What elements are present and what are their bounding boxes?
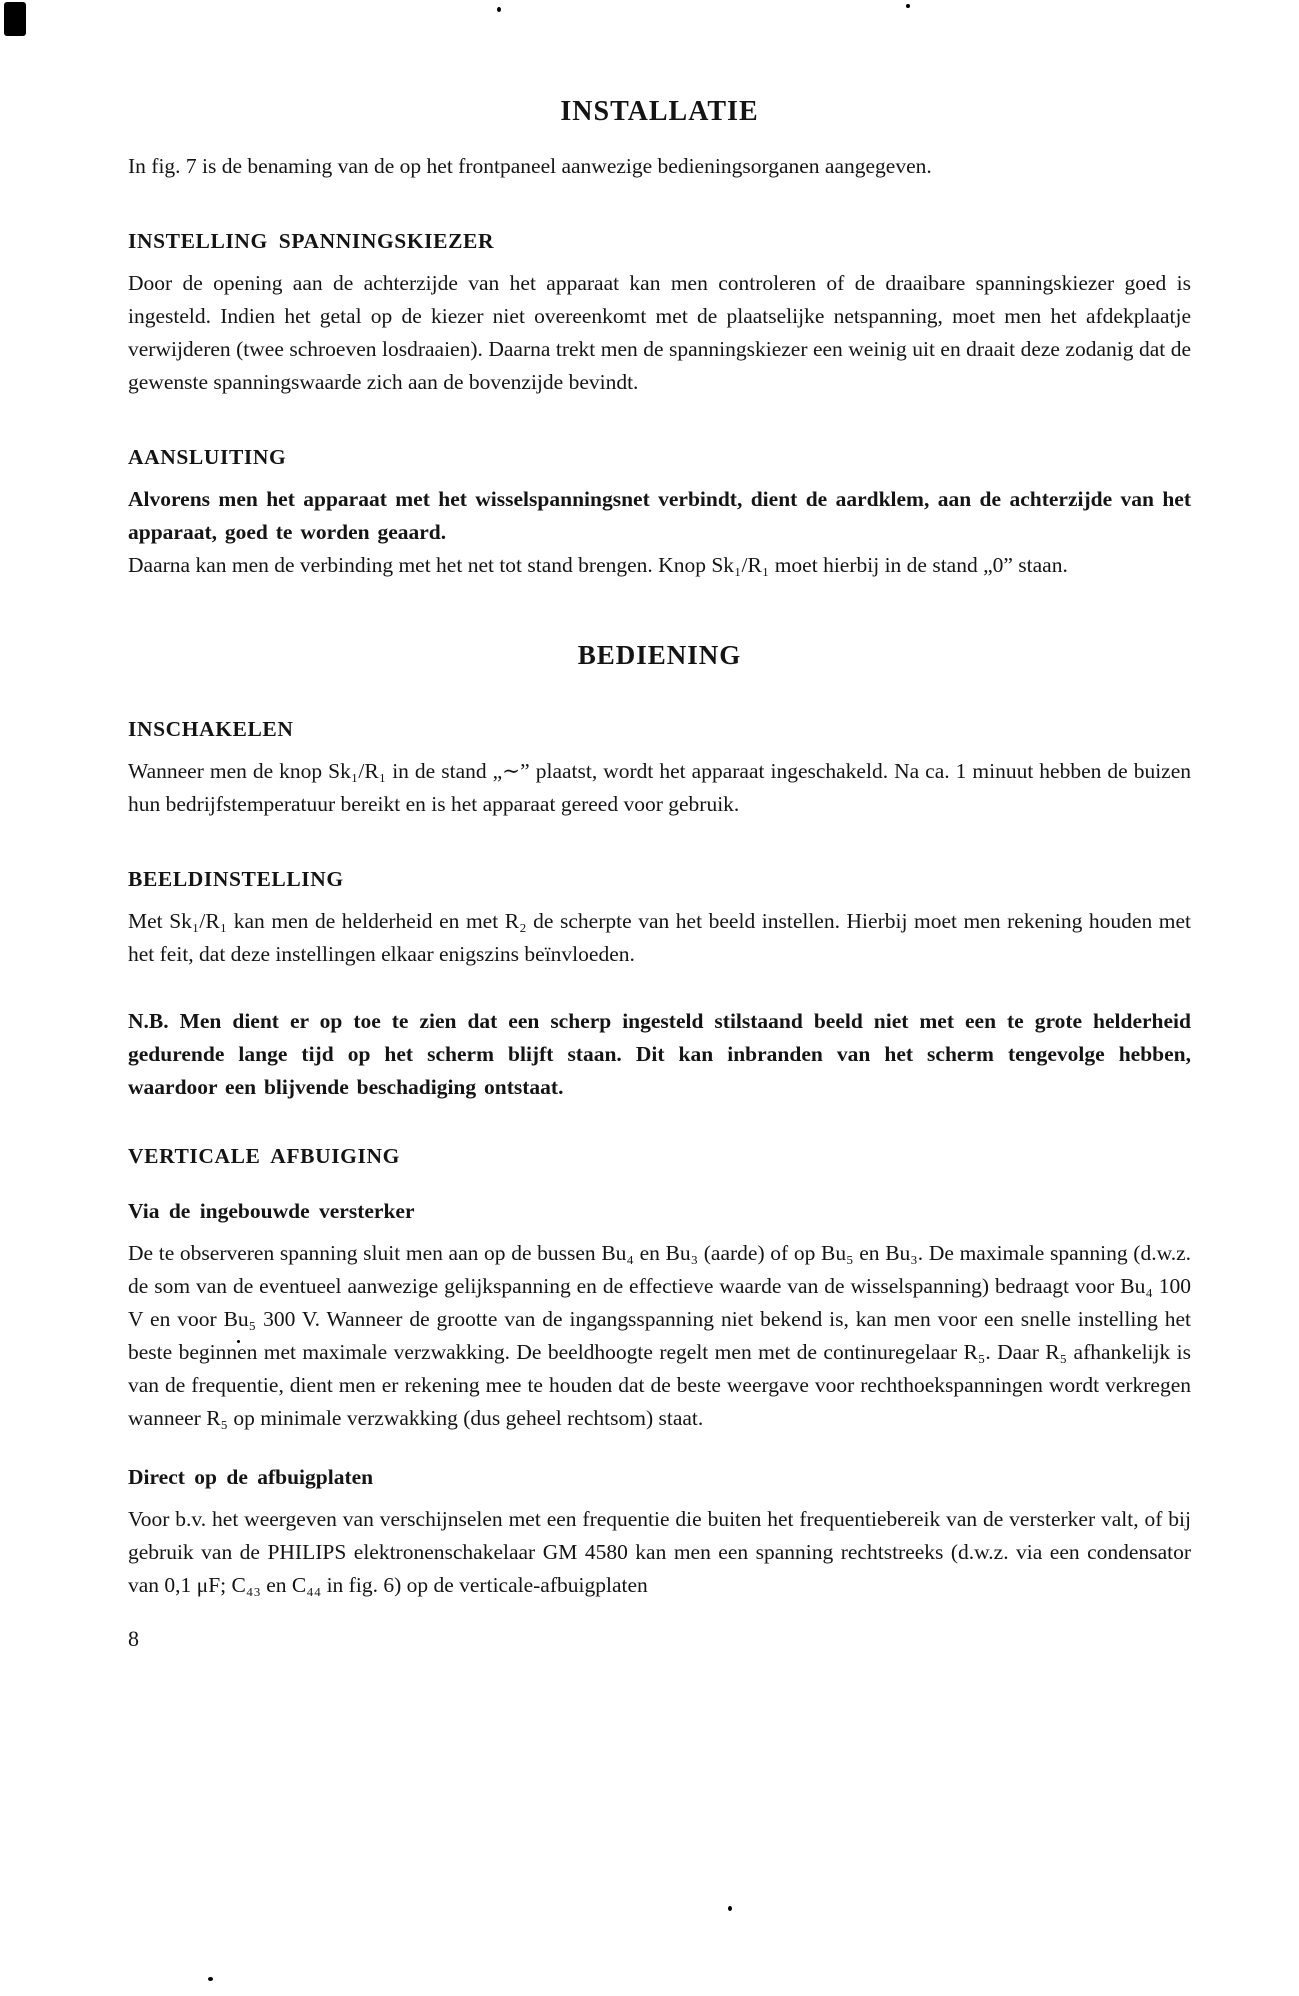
section-title-bediening: BEDIENING — [577, 640, 742, 670]
via-versterker-paragraph: De te observeren spanning sluit men aan op de bussen Bu₄ en Bu₃ (aarde) of op Bu₅ en Bu₃. De maximale spanning (d.w.z. de som van de eventueel aanwezige gelijkspanning en de effectieve waarde van de wisselspanning) bedraagt voor Bu₄ 100 V en voor Bu₅ 300 V. Wanneer de grootte van de ingangsspanning niet bekend is, kan men voor een snelle instelling het beste beginnen met maximale verzwakking. De beeldhoogte regelt men met de continuregelaar R₅. Daar R₅ afhankelijk is van de frequentie, dient men er rekening mee te houden dat de beste weergave voor rechthoekspanningen wordt verkregen wanneer R₅ op minimale verzwakking (dus geheel rechtsom) staat. — [128, 1241, 1191, 1430]
section-heading-instelling-spanningskiezer: INSTELLING SPANNINGSKIEZER — [128, 229, 495, 253]
scan-artifact — [4, 2, 26, 36]
nb-warning-paragraph: N.B. Men dient er op toe te zien dat een scherp ingesteld stilstaand beeld niet met een te grote helderheid gedurende lange tijd op het scherm blijft staan. Dit kan inbranden van het scherm tengevolge hebben, waardoor een blijvende beschadiging ontstaat. — [128, 1009, 1191, 1099]
page-number: 8 — [128, 1626, 139, 1651]
page-title: INSTALLATIE — [560, 96, 759, 127]
aansluiting-paragraph: Daarna kan men de verbinding met het net tot stand brengen. Knop Sk₁/R₁ moet hierbij in de stand „0” staan. — [128, 553, 1068, 577]
section-heading-verticale-afbuiging: VERTICALE AFBUIGING — [128, 1144, 400, 1168]
instelling-paragraph: Door de opening aan de achterzijde van het apparaat kan men controleren of de draaibare spanningskiezer goed is ingesteld. Indien het getal op de kiezer niet overeenkomt met de plaatselijke netspanning, moet men het afdekplaatje verwijderen (twee schroeven losdraaien). Daarna trekt men de spanningskiezer een weinig uit en draait deze zodanig dat de gewenste spanningswaarde zich aan de bovenzijde bevindt. — [128, 271, 1191, 394]
direct-afbuigplaten-paragraph: Voor b.v. het weergeven van verschijnselen met een frequentie die buiten het frequentiebereik van de versterker valt, of bij gebruik van de PHILIPS elektronenschakelaar GM 4580 kan men een spanning rechtstreeks (d.w.z. via een condensator van 0,1 μF; C₄₃ en C₄₄ in fig. 6) op de verticale-afbuigplaten — [128, 1507, 1191, 1597]
scan-artifact — [728, 1906, 732, 1911]
section-heading-inschakelen: INSCHAKELEN — [128, 717, 294, 741]
page-content — [128, 0, 1191, 1652]
subheading-via-ingebouwde-versterker: Via de ingebouwde versterker — [128, 1199, 415, 1223]
aansluiting-warning-paragraph: Alvorens men het apparaat met het wisselspanningsnet verbindt, dient de aardklem, aan de achterzijde van het apparaat, goed te worden geaard. — [128, 487, 1191, 544]
subheading-direct-op-afbuigplaten: Direct op de afbuigplaten — [128, 1465, 374, 1489]
beeldinstelling-paragraph: Met Sk₁/R₁ kan men de helderheid en met R₂ de scherpte van het beeld instellen. Hierbij moet men rekening houden met het feit, dat deze instellingen elkaar enigszins beïnvloeden. — [128, 909, 1191, 966]
scan-artifact — [208, 1977, 213, 1981]
inschakelen-paragraph: Wanneer men de knop Sk₁/R₁ in de stand „∼” plaatst, wordt het apparaat ingeschakeld. Na ca. 1 minuut hebben de buizen hun bedrijfstemperatuur bereikt en is het apparaat gereed voor gebruik. — [128, 759, 1191, 816]
section-heading-beeldinstelling: BEELDINSTELLING — [128, 867, 344, 891]
section-heading-aansluiting: AANSLUITING — [128, 445, 287, 469]
intro-paragraph: In fig. 7 is de benaming van de op het frontpaneel aanwezige bedieningsorganen aangegeven. — [128, 154, 932, 178]
